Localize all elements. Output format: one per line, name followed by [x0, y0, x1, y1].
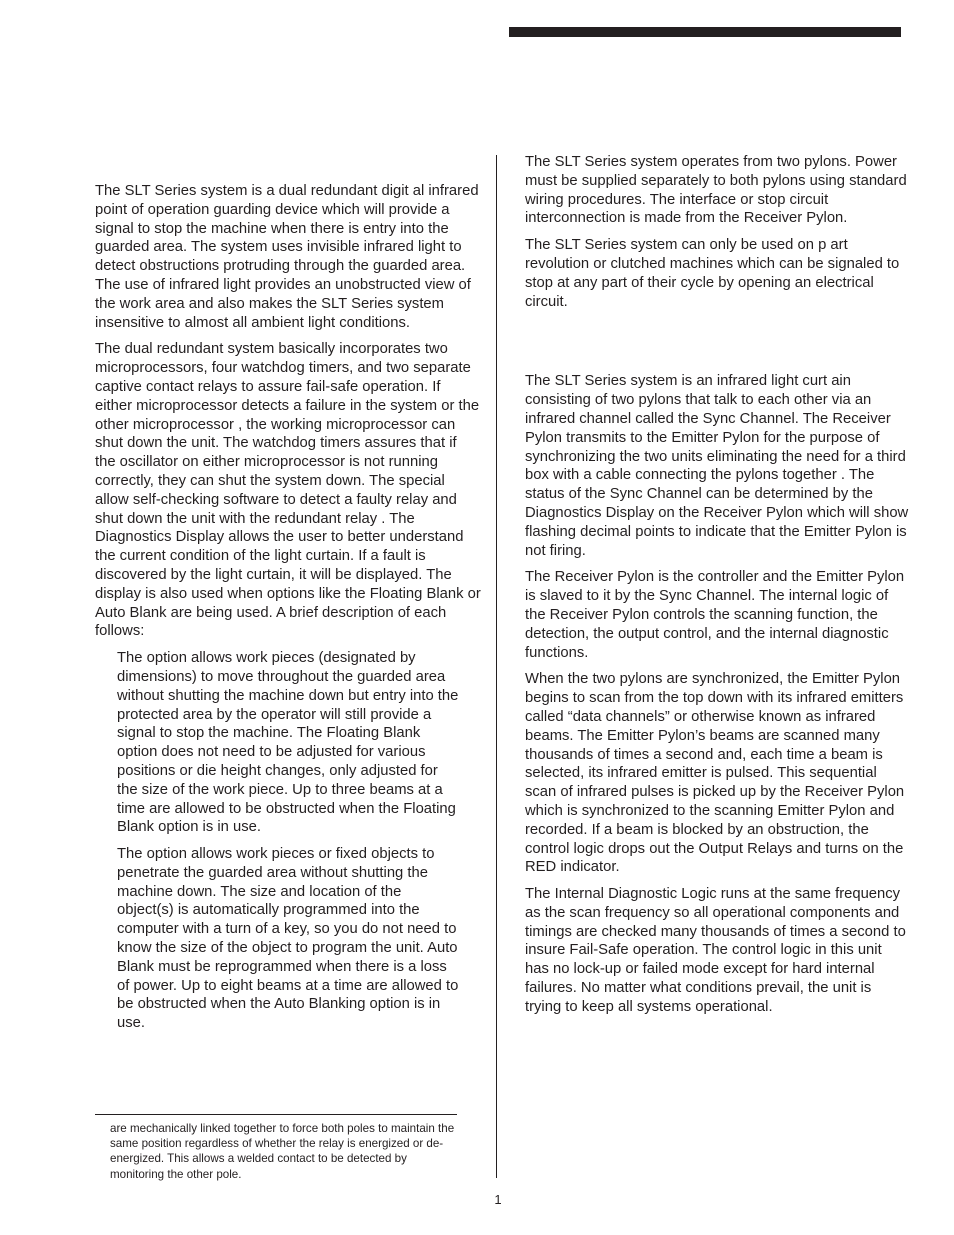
power-paragraph: The SLT Series system operates from two pylons. Power must be supplied separately to both pylons using standard wiring procedures. The interface or stop circuit interconnection is made from the Receiver Pylon. [525, 154, 907, 227]
receiver-pylon-paragraph: The Receiver Pylon is the controller and the Emitter Pylon is slaved to it by the Sync Channel. The internal logic of the Receiver Pylon controls the scanning function, the detection, the output control, and the internal diagnostic functions. [525, 569, 905, 661]
sync-channel-paragraph: The SLT Series system is an infrared light curt ain consisting of two pylons that talk to each other via an infrared channel called the Sync Channel. The Receiver Pylon transmits to the Emitter Pylon for the purpose of synchronizing the two units eliminating the need for a third box with a cable connecting the pylons together . The status of the Sync Channel can be determined by the Diagnostics Display on the Receiver Pylon which will show flashing decimal points to indicate that the Emitter Pylon is not firing. [525, 373, 909, 559]
redundancy-paragraph: The dual redundant system basically incorporates two microprocessors, four watchdog timers, and two separate captive contact relays to assure fail-safe operation. If either microprocessor detects a failure in the system or the other microprocessor , the working microprocessor can shut down the unit. The watchdog timers assures that if the oscillator on either microprocessor is not running correctly, they can shut the system down. The special allow self-checking software to detect a faulty relay and shut down the unit with the redundant relay . The Diagnostics Display allows the user to better understand the current condition of the light curtain. If a fault is discovered by the light curtain, it will be displayed. The display is also used when options like the Floating Blank or Auto Blank are being used. A brief description of each follows: [95, 341, 481, 640]
intro-paragraph: The SLT Series system is a dual redundant digit al infrared point of operation guarding device which will provide a signal to stop the machine when there is entry into the guarded area. The system uses invisible infrared light to detect obstructions protruding through the guarded area. The use of infrared light provides an unobstructed view of the work area and also makes the SLT Series system insensitive to almost all ambient light conditions. [95, 183, 479, 331]
footnote-text: are mechanically linked together to force both poles to maintain the same position regardless of whether the relay is energized or de-energized. This allows a welded contact to be detected by monitoring the other pole. [110, 1122, 455, 1181]
scanning-paragraph: When the two pylons are synchronized, the Emitter Pylon begins to scan from the top down with its infrared emitters called “data channels” or otherwise known as infrared beams. The Emitter Pylon’s beams are scanned many thousands of times a second and, each time a beam is selected, its infrared emitter is pulsed. This sequential scan of infrared pulses is picked up by the Receiver Pylon which is synchronized to the scanning Emitter Pylon and recorded. If a beam is blocked by an obstruction, the control logic drops out the Output Relays and turns on the RED indicator. [525, 671, 905, 876]
header-bar [509, 27, 901, 37]
left-column [95, 182, 481, 1041]
floating-blank-paragraph: The option allows work pieces (designated by dimensions) to move throughout the guarded area without shutting the machine down but entry into the protected area by the operator will still provide a signal to stop the machine. The Floating Blank option does not need to be adjusted for various positions or die height changes, only adjusted for the size of the work piece. Up to three beams at a time are allowed to be obstructed when the Floating Blank option is in use. [117, 650, 459, 836]
column-divider [496, 155, 497, 1178]
page-number: 1 [494, 1192, 502, 1207]
right-column [525, 153, 909, 1025]
footnote-rule [95, 1114, 457, 1115]
machine-type-paragraph: The SLT Series system can only be used on p art revolution or clutched machines which can be signaled to stop at any part of their cycle by opening an electrical circuit. [525, 237, 900, 310]
auto-blank-paragraph: The option allows work pieces or fixed objects to penetrate the guarded area without shutting the machine down. The size and location of the object(s) is automatically programmed into the computer with a turn of a key, so you do not need to know the size of the object to program the unit. Auto Blank must be reprogrammed when there is a loss of power. Up to eight beams at a time are allowed to be obstructed when the Auto Blanking option is in use. [117, 846, 459, 1032]
diagnostic-logic-paragraph: The Internal Diagnostic Logic runs at the same frequency as the scan frequency so all operational components and timings are checked many thousands of times a second to insure Fail-Safe operation. The control logic in this unit has no lock-up or failed mode except for hard internal failures. No matter what conditions prevail, the unit is trying to keep all systems operational. [525, 886, 906, 1015]
footnote [110, 1121, 462, 1182]
